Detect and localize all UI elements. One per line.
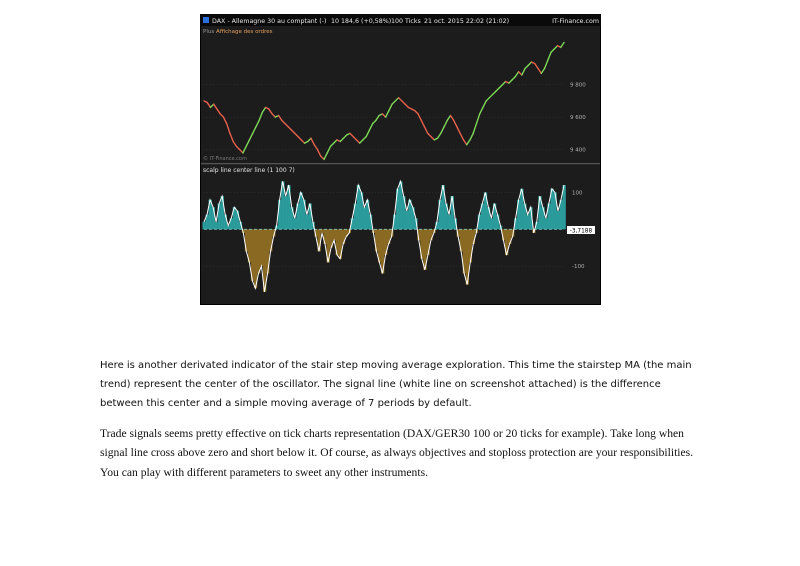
price-tick-label: 9 400 xyxy=(570,147,586,154)
oscillator-bar xyxy=(526,215,529,230)
oscillator-bar xyxy=(257,229,260,273)
oscillator-bar xyxy=(405,211,408,229)
oscillator-title: scalp line center line (1 100 7) xyxy=(203,167,295,174)
price-tick-label: 9 600 xyxy=(570,115,586,122)
instrument-flag-icon xyxy=(203,17,209,23)
oscillator-bar xyxy=(305,215,308,230)
oscillator-bar xyxy=(284,196,287,229)
oscillator-bar xyxy=(448,215,451,230)
trading-signals-paragraph: Trade signals seems pretty effective on tick charts representation (DAX/GER30 100 or 20 ticks for example). Take long when signal line cross above zero and short below it. Of course, as always objectives and stoploss protection are your responsibilities. You can play with different parameters to sweet any other instruments. xyxy=(100,426,694,479)
instrument-name: DAX - Allemagne 30 au comptant (-) xyxy=(212,18,327,25)
current-value-badge xyxy=(567,226,595,234)
tick-count: 100 Ticks xyxy=(391,18,421,25)
watermark: © IT-Finance.com xyxy=(203,156,247,162)
plus-label[interactable]: Plus xyxy=(203,29,215,35)
panel-separator[interactable] xyxy=(201,163,600,165)
current-value-label: -3,7188 xyxy=(569,228,593,235)
oscillator-bar xyxy=(556,211,559,229)
oscillator-bar xyxy=(426,229,429,255)
chart-canvas xyxy=(200,14,601,305)
oscillator-bar xyxy=(269,229,272,251)
chart-date: 21 oct. 2015 22:02 (21:02) xyxy=(424,18,510,25)
orders-toggle[interactable]: Affichage des ordres xyxy=(216,29,273,35)
price-tick-label: 9 800 xyxy=(570,82,586,89)
description-paragraph: Here is another derivated indicator of the stair step moving average exploration. This time the stairstep MA (the main trend) represent the center of the oscillator. The signal line (white line on screenshot attached) is the difference between this center and a simple moving average of 7 periods by default. xyxy=(100,360,692,409)
oscillator-bar xyxy=(320,229,323,233)
oscillator-bar xyxy=(363,207,366,229)
price-panel xyxy=(201,26,600,163)
oscillator-bar xyxy=(260,229,263,266)
provider-name: IT-Finance.com xyxy=(552,18,599,25)
trading-chart xyxy=(200,14,601,305)
oscillator-bar xyxy=(212,207,215,229)
oscillator-bar xyxy=(293,218,296,229)
oscillator-bar xyxy=(490,218,493,229)
oscillator-tick-label: 100 xyxy=(572,190,583,197)
oscillator-bar xyxy=(215,222,218,229)
last-price: 10 184,6 (+0,58%) xyxy=(331,18,392,25)
oscillator-bar xyxy=(202,222,205,229)
oscillator-bar xyxy=(544,218,547,229)
oscillator-bar xyxy=(236,211,239,229)
oscillator-tick-label: -100 xyxy=(572,264,585,271)
